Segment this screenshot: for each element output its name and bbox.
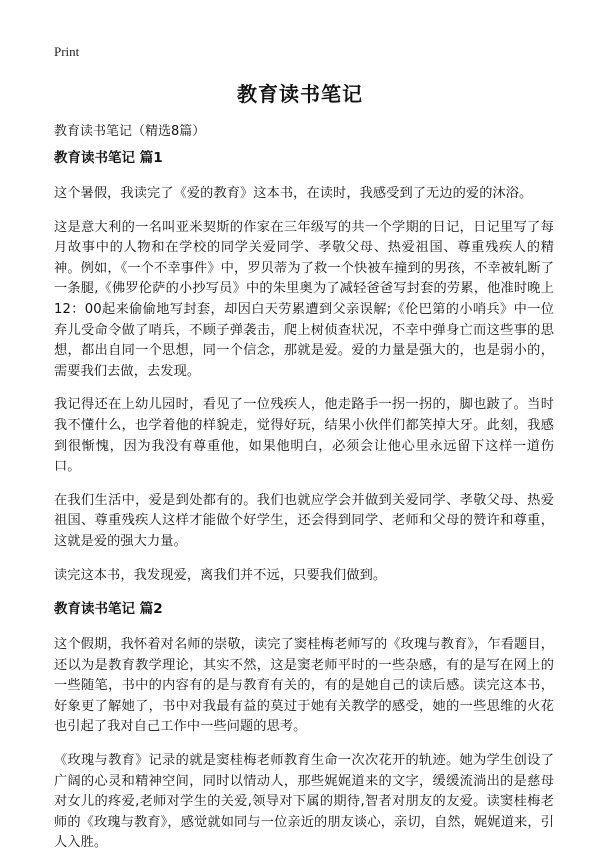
paragraph: 《玫瑰与教育》记录的就是窦桂梅老师教育生命一次次花开的轨迹。她为学生创设了广阔的心灵和精神空间，同时以情动人，那些娓娓道来的文字，缓缓流淌出的是慈母对女儿的疼爱,老师对学生的关爱,领导对下属的期待,智者对朋友的友爱。读窦桂梅老师的《玫瑰与教育》，感觉就如同与一位亲近的朋友谈心，亲切，自然，娓娓道来，引人入胜。 bbox=[54, 753, 554, 851]
print-link[interactable]: Print bbox=[54, 44, 80, 59]
document-subtitle: 教育读书笔记（精选8篇） bbox=[54, 124, 206, 139]
paragraph: 这是意大利的一名叫亚米契斯的作家在三年级写的共一个学期的日记，日记里写了每月故事中的人物和在学校的同学关爱同学、孝敬父母、热爱祖国、尊重残疾人的精神。例如，《一个不幸事件》中，罗贝蒂为了救一个快被车撞到的男孩，不幸被轧断了一条腿,《佛罗伦萨的小抄写员》中的朱里奥为了减轻爸爸写封套的劳累，他准时晚上12：00起来偷偷地写封套，却因白天劳累遭到父亲误解;《伦巴第的小哨兵》中一位弃儿受命令做了哨兵，不顾子弹袭击，爬上树侦查状况，不幸中弹身亡而这些事的思想，都出自同一个思想，同一个信念，那就是爱。爱的力量是强大的，也是弱小的，需要我们去做，去发现。 bbox=[54, 219, 554, 379]
document-content bbox=[54, 148, 554, 867]
section-heading: 教育读书笔记 篇2 bbox=[54, 601, 163, 618]
paragraph: 我记得还在上幼儿园时，看见了一位残疾人，他走路手一拐一拐的，脚也跛了。当时我不懂什么，也学着他的样貌走，觉得好玩，结果小伙伴们都笑掉大牙。此刻，我感到很惭愧，因为我没有尊重他，如果他明白，必须会让他心里永远留下这样一道伤口。 bbox=[54, 397, 554, 475]
section-heading: 教育读书笔记 篇1 bbox=[54, 150, 163, 166]
paragraph: 这个暑假，我读完了《爱的教育》这本书，在读时，我感受到了无边的爱的沐浴。 bbox=[54, 186, 533, 201]
paragraph: 读完这本书，我发现爱，离我们并不远，只要我们做到。 bbox=[54, 567, 387, 583]
page-title: 教育读书笔记 bbox=[237, 82, 363, 106]
paragraph: 这个假期，我怀着对名师的崇敬，读完了窦桂梅老师写的《玫瑰与教育》，乍看题目，还以为是教育教学理论，其实不然，这是窦老师平时的一些杂感，有的是写在网上的一些随笔，书中的内容有的是与教育有关的，有的是她自己的读后感。读完这本书，好象更了解她了，书中对我最有益的莫过于她有关教学的感受，她的一些思维的火花也引起了我对自己工作中一些问题的思考。 bbox=[54, 637, 554, 735]
section-2 bbox=[54, 599, 554, 854]
section-1 bbox=[54, 148, 554, 586]
paragraph: 在我们生活中，爱是到处都有的。我们也就应学会并做到关爱同学、孝敬父母、热爱祖国、尊重残疾人这样才能做个好学生，还会得到同学、老师和父母的赞许和尊重，这就是爱的强大力量。 bbox=[54, 492, 554, 549]
